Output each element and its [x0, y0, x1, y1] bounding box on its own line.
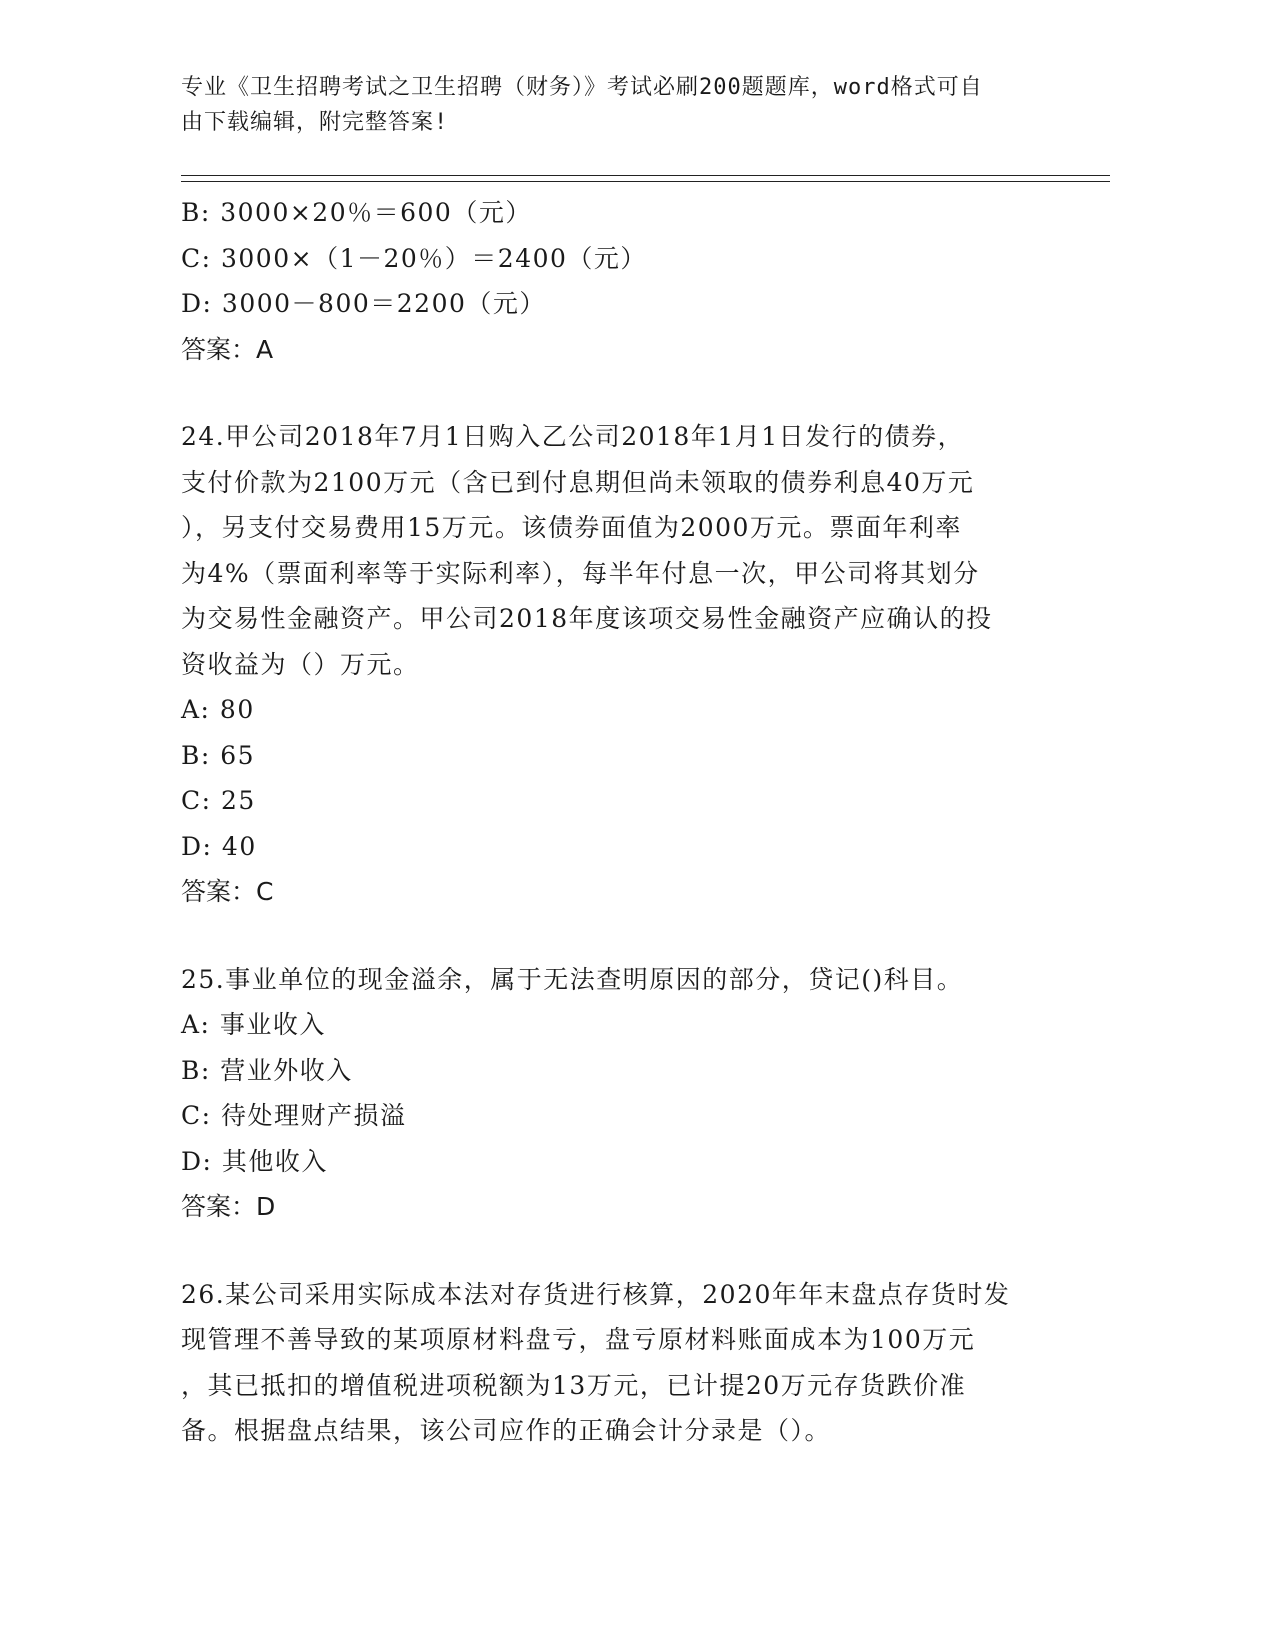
- option-c: C: 待处理财产损溢: [181, 1101, 407, 1130]
- option-b: B: 3000×20％＝600（元）: [181, 198, 532, 227]
- option-d: D: 3000－800＝2200（元）: [181, 289, 546, 318]
- option-d: D: 40: [181, 831, 257, 861]
- option-b: B: 营业外收入: [181, 1055, 353, 1085]
- question-25: [181, 957, 1081, 1230]
- answer-line: 答案：D: [181, 1192, 276, 1221]
- header-rule-top: [181, 175, 1110, 176]
- option-b: B: 65: [181, 740, 256, 770]
- question-text-line: 24.甲公司2018年7月1日购入乙公司2018年1月1日发行的债券，: [181, 422, 965, 451]
- question-text-line: 现管理不善导致的某项原材料盘亏，盘亏原材料账面成本为100万元: [181, 1325, 976, 1354]
- question-text-line: ，其已抵扣的增值税进项税额为13万元，已计提20万元存货跌价准: [181, 1370, 967, 1400]
- header-line-1: 专业《卫生招聘考试之卫生招聘（财务）》考试必刷200题题库，word格式可自: [181, 75, 983, 100]
- answer-line: 答案：A: [181, 334, 274, 364]
- question-24: [181, 414, 1081, 915]
- question-text-line: 资收益为（）万元。: [181, 649, 420, 679]
- option-a: A: 事业收入: [181, 1010, 326, 1039]
- question-text-line: 25.事业单位的现金溢余，属于无法查明原因的部分，贷记()科目。: [181, 964, 964, 994]
- header-line-2: 由下载编辑，附完整答案!: [181, 110, 449, 135]
- option-c: C: 3000×（1－20％）＝2400（元）: [181, 243, 647, 273]
- question-text-line: ），另支付交易费用15万元。该债券面值为2000万元。票面年利率: [181, 513, 962, 542]
- question-text-line: 为交易性金融资产。甲公司2018年度该项交易性金融资产应确认的投: [181, 604, 993, 633]
- option-d: D: 其他收入: [181, 1146, 328, 1176]
- option-c: C: 25: [181, 786, 256, 815]
- document-body: [181, 190, 1081, 1454]
- question-23-continued: [181, 190, 1081, 372]
- option-a: A: 80: [181, 695, 255, 724]
- document-header: [181, 70, 1061, 140]
- spacer: [181, 372, 1081, 414]
- question-text-line: 26.某公司采用实际成本法对存货进行核算，2020年年末盘点存货时发: [181, 1279, 1011, 1309]
- spacer: [181, 1230, 1081, 1272]
- question-text-line: 备。根据盘点结果，该公司应作的正确会计分录是（）。: [181, 1416, 832, 1445]
- question-text-line: 支付价款为2100万元（含已到付息期但尚未领取的债券利息40万元: [181, 467, 975, 497]
- header-rule-bottom: [181, 181, 1110, 182]
- question-text-line: 为4%（票面利率等于实际利率），每半年付息一次，甲公司将其划分: [181, 558, 980, 588]
- answer-line: 答案：C: [181, 877, 274, 906]
- spacer: [181, 915, 1081, 957]
- question-26: [181, 1272, 1081, 1454]
